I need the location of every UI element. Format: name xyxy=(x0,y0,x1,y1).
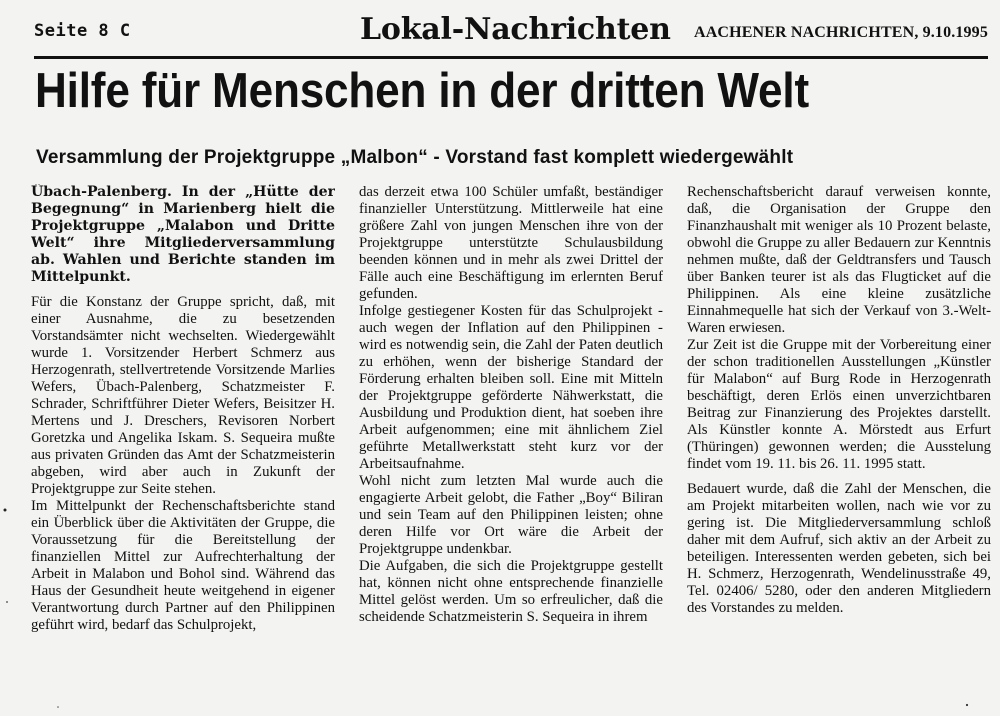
paragraph-gap xyxy=(687,473,991,481)
article-column-1 xyxy=(31,184,335,716)
article-paragraph: Rechenschaftsbericht darauf verweisen konnte, daß, die Organisation der Gruppe den Finanzhaushalt mit weniger als 10 Prozent belaste, obwohl die Gruppe zu aller Bedauern zur Kenntnis nehmen mußte, daß der Geldtransfers und Tausch über Banken teurer ist als das Flugticket auf die Philippinen. Als eine kleine zusätzliche Einnahmequelle hat sich der Verkauf von 3.-Welt-Waren erwiesen. xyxy=(687,184,991,336)
section-title: Lokal-Nachrichten xyxy=(360,12,671,47)
scan-speck xyxy=(4,509,7,512)
header-rule xyxy=(34,56,988,59)
page-number: Seite 8 C xyxy=(34,21,131,41)
article-paragraph: Bedauert wurde, daß die Zahl der Menschen, die am Projekt mitarbeiten wollen, nach wie vor zu gering ist. Die Mitgliederversammlung schloß daher mit dem Aufruf, sich aktiv an der Arbeit zu beteiligen. Interessenten werden gebeten, sich bei H. Schmerz, Herzogenrath, Wendelinusstraße 49, Tel. 02406/ 5280, oder den anderen Mitgliedern des Vorstandes zu melden. xyxy=(687,481,991,616)
article-paragraph: Infolge gestiegener Kosten für das Schulprojekt - auch wegen der Inflation auf den Philippinen - wird es notwendig sein, die Zahl der Paten deutlich zu erhöhen, wenn der bisherige Standard der Förderung erhalten bleiben soll. Eine mit Mitteln der Projektgruppe geförderte Nähwerkstatt, die Ausbildung und Produktion dient, hat soeben ihre Arbeit aufgenommen; eine mit ähnlichem Ziel geführte Metallwerkstatt steht kurz vor der Arbeitsaufnahme. xyxy=(359,303,663,472)
article-paragraph: Wohl nicht zum letzten Mal wurde auch die engagierte Arbeit gelobt, die Father „Boy“ Biliran und sein Team auf den Philippinen leisten; ohne deren Hilfe vor Ort wäre die Arbeit der Projektgruppe undenkbar. xyxy=(359,473,663,557)
article-column-2 xyxy=(359,184,663,716)
article-paragraph: Im Mittelpunkt der Rechenschaftsberichte stand ein Überblick über die Aktivitäten der Gruppe, die Voraussetzung für die Bereitstellung der finanziellen Mittel zur Aufrechterhaltung der Arbeit in Malabon und Bohol sind. Während das Haus der Gesundheit heute weitgehend in eigener Verantwortung durch Partner auf den Philippinen geführt wird, bedarf das Schulprojekt, xyxy=(31,498,335,633)
article-paragraph: das derzeit etwa 100 Schüler umfaßt, beständiger finanzieller Unterstützung. Mittlerweile hat eine größere Zahl von jungen Menschen ihre von der Projektgruppe unterstützte Schulausbildung beenden können und in mehr als zwei Drittel der Fälle auch eine Beschäftigung im erlernten Beruf gefunden. xyxy=(359,184,663,302)
page-header xyxy=(0,0,1000,64)
article-paragraph: Für die Konstanz der Gruppe spricht, daß, mit einer Ausnahme, die zu besetzenden Vorstandsämter nicht wechselten. Wiedergewählt wurde 1. Vorsitzender Herbert Schmerz aus Herzogenrath, stellvertretende Vorsitzende Marlies Wefers, Übach-Palenberg, Schatzmeister F. Schrader, Schriftführer Dieter Wefers, Beisitzer H. Mertens und J. Dreschers, Revisoren Norbert Goretzka und Angelika Iskam. S. Sequeira mußte aus privaten Gründen das Amt der Schatzmeisterin abgeben, wird aber auch in Zukunft der Projektgruppe zur Seite stehen. xyxy=(31,294,335,497)
article-subheadline: Versammlung der Projektgruppe „Malbon“ - Vorstand fast komplett wiedergewählt xyxy=(36,147,794,168)
article-lead: Übach-Palenberg. In der „Hütte der Begegnung“ in Marienberg hielt die Projektgruppe „Malabon und Dritte Welt“ ihre Mitgliederversammlung ab. Wahlen und Berichte standen im Mittelpunkt. xyxy=(31,184,335,285)
article-columns xyxy=(31,184,991,716)
scan-speck xyxy=(6,601,8,603)
article-paragraph: Zur Zeit ist die Gruppe mit der Vorbereitung einer der schon traditionellen Ausstellungen „Künstler für Malabon“ auf Burg Rode in Herzogenrath beschäftigt, deren Erlös einen unverzichtbaren Beitrag zur Finanzierung des Projektes darstellt. Als Künstler konnte A. Mörstedt aus Erfurt (Thüringen) gewonnen werden; die Ausstelung findet vom 19. 11. bis 26. 11. 1995 statt. xyxy=(687,337,991,472)
article-headline: Hilfe für Menschen in der dritten Welt xyxy=(35,64,809,118)
article-paragraph: Die Aufgaben, die sich die Projektgruppe gestellt hat, können nicht ohne entsprechende finanzielle Mittel gelöst werden. Um so erfreulicher, daß die scheidende Schatzmeisterin S. Sequeira in ihrem xyxy=(359,558,663,625)
article-column-3 xyxy=(687,184,991,716)
newspaper-date: AACHENER NACHRICHTEN, 9.10.1995 xyxy=(693,24,988,41)
